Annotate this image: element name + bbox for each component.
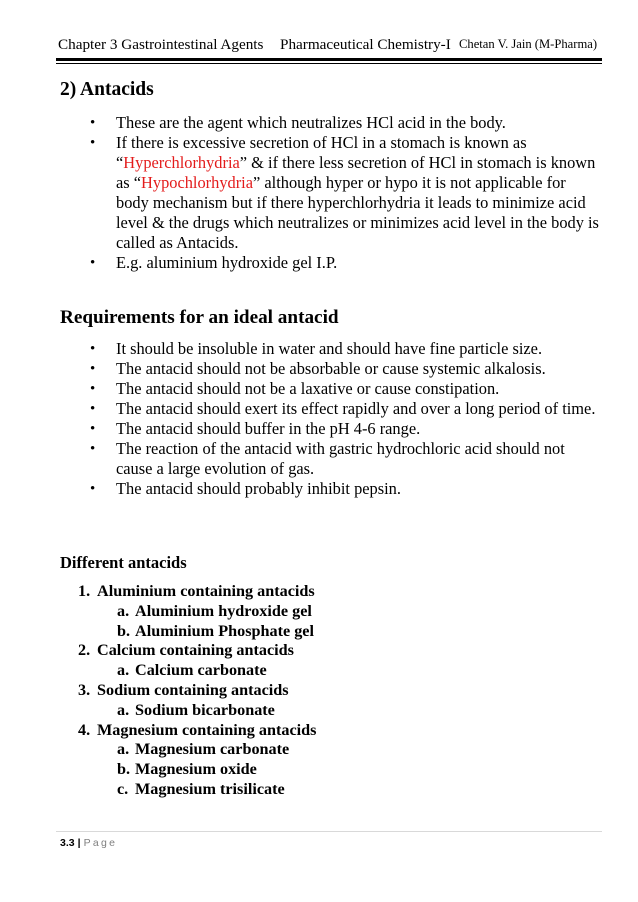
list-item: • The antacid should probably inhibit pepsin. [90, 479, 600, 499]
section-heading-requirements: Requirements for an ideal antacid [60, 307, 339, 328]
list-item: a. Aluminium hydroxide gel [117, 601, 312, 620]
requirements-list [90, 339, 600, 499]
footer-separator: | [77, 837, 81, 849]
list-item: • The antacid should exert its effect rapidly and over a long period of time. [90, 399, 600, 419]
list-item: b. Magnesium oxide [117, 760, 257, 779]
list-item: 4. Magnesium containing antacids a. Magnesium carbonate b. Magnesium oxide c. Magnesium trisilicate [78, 720, 317, 798]
list-item: • These are the agent which neutralizes HCl acid in the body. [90, 113, 600, 133]
section-heading-antacids: 2) Antacids [60, 79, 154, 100]
antacid-types-list [78, 582, 316, 800]
list-item: 2. Calcium containing antacids a. Calcium carbonate [78, 641, 316, 681]
list-item: • If there is excessive secretion of HCl in a stomach is known as “Hyperchlorhydria” & if there less secretion of HCl in stomach is known as “Hypochlorhydria” although hyper or hypo it is not applicable for body mechanism but if there hyperchlorhydria it leads to minimize acid level & the drugs which neutralizes or minimizes acid level in the body is called as Antacids. [90, 133, 600, 253]
list-item: c. Magnesium trisilicate [117, 779, 285, 798]
list-item: • E.g. aluminium hydroxide gel I.P. [90, 253, 600, 273]
term-hyperchlorhydria: Hyperchlorhydria [123, 153, 240, 172]
list-item: • It should be insoluble in water and should have fine particle size. [90, 339, 600, 359]
footer-rule [56, 831, 602, 832]
list-item: • The antacid should not be a laxative or cause constipation. [90, 379, 600, 399]
list-item: • The antacid should buffer in the pH 4-6 range. [90, 419, 600, 439]
list-item: • The antacid should not be absorbable or cause systemic alkalosis. [90, 359, 600, 379]
header-chapter: Chapter 3 Gastrointestinal Agents [58, 36, 264, 53]
header-rule-thick [56, 58, 602, 61]
list-item: a. Sodium bicarbonate [117, 700, 275, 719]
term-hypochlorhydria: Hypochlorhydria [141, 173, 254, 192]
header-author: Chetan V. Jain (M-Pharma) [459, 37, 598, 51]
list-item: 1. Aluminium containing antacids a. Aluminium hydroxide gel b. Aluminium Phosphate gel [78, 582, 315, 640]
page-header [58, 36, 598, 60]
page-footer [60, 837, 117, 849]
antacids-bullet-list [90, 113, 600, 273]
section-heading-different-antacids: Different antacids [60, 553, 187, 572]
page-number: 3.3 [60, 837, 75, 849]
list-item: • The reaction of the antacid with gastric hydrochloric acid should not cause a large evolution of gas. [90, 439, 600, 479]
list-item: b. Aluminium Phosphate gel [117, 621, 314, 640]
list-item: 3. Sodium containing antacids a. Sodium bicarbonate [78, 681, 316, 721]
list-item: a. Calcium carbonate [117, 661, 267, 680]
header-subject: Pharmaceutical Chemistry-I [280, 36, 451, 53]
list-item: a. Magnesium carbonate [117, 740, 290, 759]
header-rule-thin [56, 63, 602, 64]
page-label: Page [83, 837, 118, 849]
